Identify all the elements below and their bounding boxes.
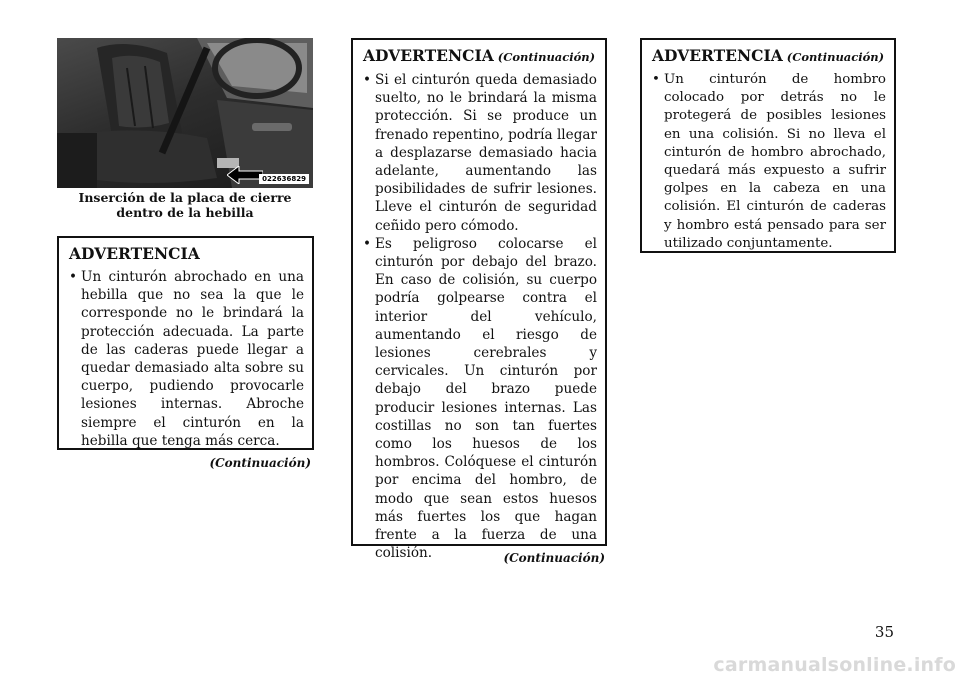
arrow-left-icon: [227, 166, 263, 184]
warning-box-3: [640, 38, 896, 253]
seat-belt-buckle-photo: [57, 38, 313, 188]
warning-box-1: [57, 236, 314, 450]
warning-item: • Si el cinturón queda demasiado suelto, no le brindará la misma protección. Si se produce un frenado repentino, podría llegar a desplazarse demasiado hacia adelante, aumentando las posibilidades de sufrir lesiones. Lleve el cinturón de seguridad ceñido pero cómodo.: [363, 71, 597, 235]
warning-box-2: [351, 38, 607, 562]
warning-title: ADVERTENCIA (Continuación): [652, 46, 885, 65]
warning-item: • Es peligroso colocarse el cinturón por debajo del brazo. En caso de colisión, su cuerpo podría golpearse contra el interior del vehículo, aumentando el riesgo de lesiones cerebrales y cervicales. Un cinturón por debajo del brazo puede producir lesiones internas. Las costillas no son tan fuertes como los huesos de los hombros. Colóquese el cinturón por encima del hombro, de modo que sean estos huesos más fuertes los que hagan frente a la fuerza de una colisión.: [363, 235, 597, 563]
watermark: carmanualsonline.info: [713, 654, 956, 676]
warning-item: • Un cinturón de hombro colocado por detrás no le protegerá de posibles lesiones en una colisión. Si no lleva el cinturón de hombro abrochado, quedará más expuesto a sufrir golpes en la cabeza en una colisión. El cinturón de caderas y hombro está pensado para ser utilizado conjuntamente.: [652, 71, 886, 253]
warning-title: ADVERTENCIA: [69, 244, 200, 263]
photo-code: 022636829: [259, 174, 309, 184]
warning-title: ADVERTENCIA (Continuación): [363, 46, 596, 65]
continuation-inline: (Continuación): [786, 50, 885, 64]
car-seat-illustration: [57, 38, 313, 188]
continuation-label: (Continuación): [209, 456, 311, 470]
figure-caption: Inserción de la placa de cierre dentro de la hebilla: [78, 190, 292, 220]
warning-item: • Un cinturón abrochado en una hebilla que no sea la que le corresponde no le brindará la protección adecuada. La parte de las caderas puede llegar a quedar demasiado alta sobre su cuerpo, pudiendo provocarle lesiones internas. Abroche siempre el cinturón en la hebilla que tenga más cerca.: [69, 268, 304, 450]
continuation-inline: (Continuación): [497, 50, 596, 64]
continuation-label: (Continuación): [503, 551, 605, 565]
page-number: 35: [874, 623, 894, 641]
